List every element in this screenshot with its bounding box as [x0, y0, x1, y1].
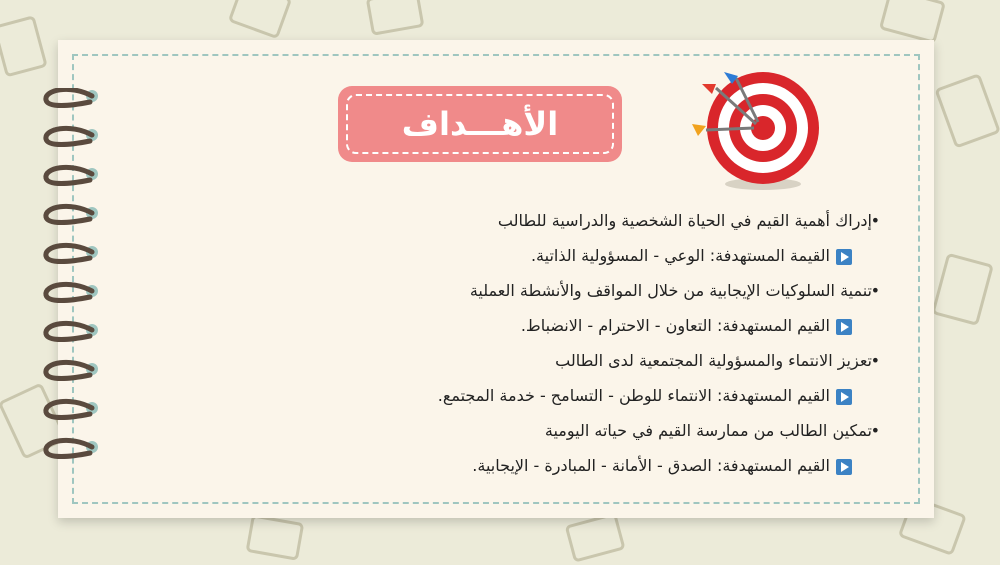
objective-text: تمكين الطالب من ممارسة القيم في حياته اليومية: [544, 421, 872, 440]
notebook-doodle-icon: [240, 515, 320, 565]
list-item: [360, 413, 880, 448]
page-title: الأهـــداف: [346, 94, 614, 154]
list-item: [360, 378, 872, 413]
objectives-list: [360, 203, 880, 483]
list-item: [360, 308, 872, 343]
target-with-darts-icon: [688, 66, 828, 194]
bullet-dot-icon: •: [870, 211, 880, 230]
bullet-dot-icon: •: [870, 421, 880, 440]
target-values-text: القيم المستهدفة: التعاون - الاحترام - الانضباط.: [520, 316, 830, 335]
list-item: [360, 238, 872, 273]
bullet-dot-icon: •: [870, 281, 880, 300]
target-values-text: القيمة المستهدفة: الوعي - المسؤولية الذاتية.: [530, 246, 830, 265]
target-values-text: القيم المستهدفة: الانتماء للوطن - التسامح - خدمة المجتمع.: [437, 386, 830, 405]
notebook-doodle-icon: [225, 0, 305, 45]
play-arrow-icon: [836, 319, 852, 335]
notebook-doodle-icon: [935, 70, 1000, 160]
notebook-doodle-icon: [560, 515, 640, 565]
objective-text: تعزيز الانتماء والمسؤولية المجتمعية لدى الطالب: [555, 351, 872, 370]
list-item: [360, 448, 872, 483]
target-values-text: القيم المستهدفة: الصدق - الأمانة - المبادرة - الإيجابية.: [472, 456, 830, 475]
objective-text: تنمية السلوكيات الإيجابية من خلال المواقف والأنشطة العملية: [469, 281, 872, 300]
play-arrow-icon: [836, 459, 852, 475]
notebook-doodle-icon: [0, 10, 60, 80]
list-item: [360, 203, 880, 238]
bullet-dot-icon: •: [870, 351, 880, 370]
title-box: [338, 86, 622, 162]
spiral-binding-icon: [40, 88, 104, 478]
list-item: [360, 273, 880, 308]
play-arrow-icon: [836, 389, 852, 405]
notebook-doodle-icon: [930, 250, 1000, 340]
play-arrow-icon: [836, 249, 852, 265]
list-item: [360, 343, 880, 378]
objective-text: إدراك أهمية القيم في الحياة الشخصية والدراسية للطالب: [497, 211, 872, 230]
notebook-doodle-icon: [360, 0, 440, 40]
